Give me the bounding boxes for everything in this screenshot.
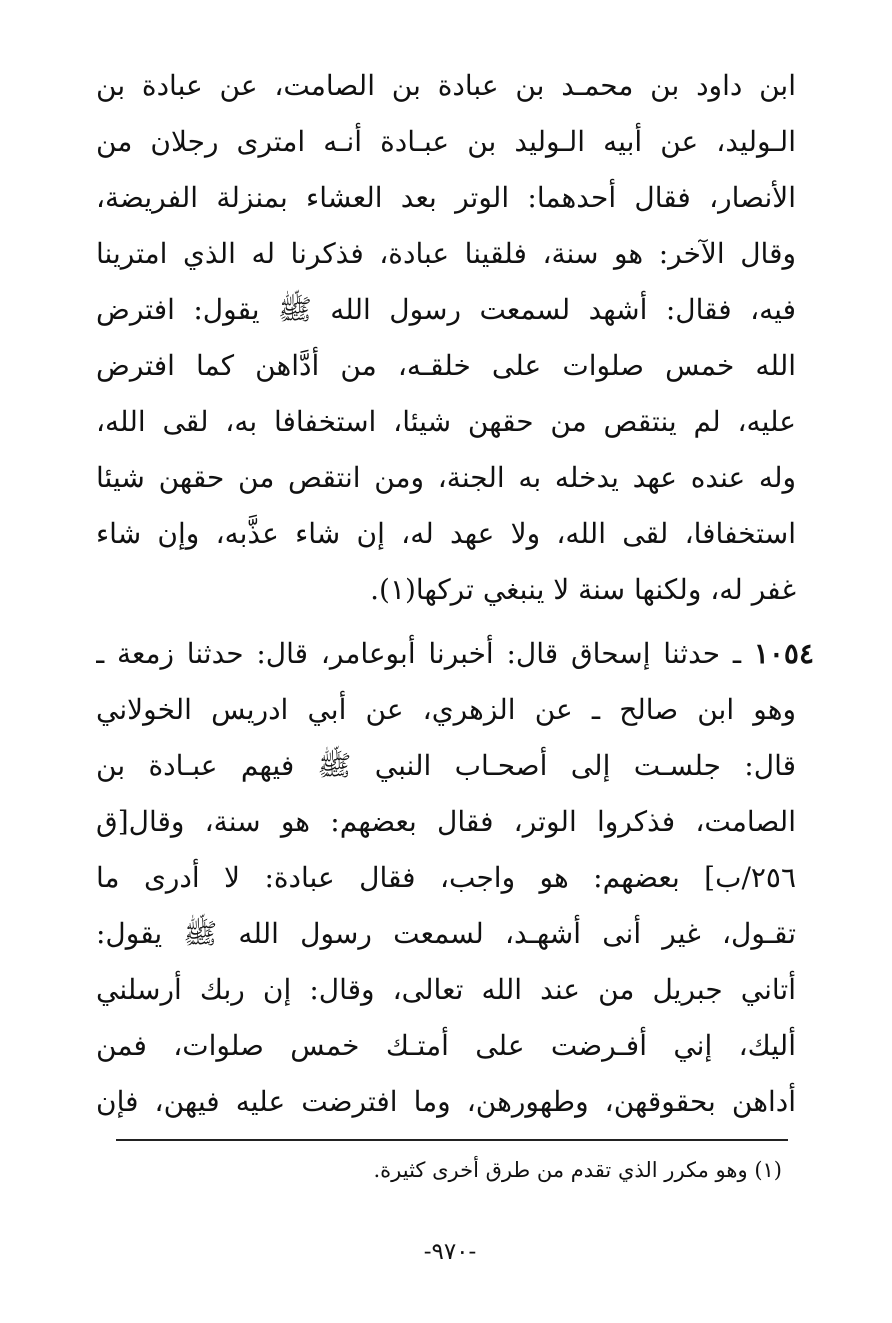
page-number: -٩٧٠- [423,1239,477,1265]
text-line: الأنصار، فقال أحدهما: الوتر بعد العشاء بمنزلة الفريضة، [96,181,796,214]
text-line: الصامت، فذكروا الوتر، فقال بعضهم: هو سنة، وقال[ق [96,805,796,838]
text-line: أتاني جبريل من عند الله تعالى، وقال: إن ربك أرسلني [96,973,796,1006]
text-line: قال: جلسـت إلى أصحـاب النبي ﷺ فيهم عبـادة بن [96,749,796,782]
paragraph-continuation [96,58,796,618]
text-line: تقـول، غير أنى أشهـد، لسمعت رسول الله ﷺ يقول: [96,917,796,950]
footnote [102,1150,782,1190]
text-line: الـوليد، عن أبيه الـوليد بن عبـادة أنـه امترى رجلان من [96,125,796,158]
hadith-number: ١٠٥٤ [753,637,814,670]
hadith-first-line [96,626,814,682]
text-line: فيه، فقال: أشهد لسمعت رسول الله ﷺ يقول: افترض [96,293,796,326]
text-line: وله عنده عهد يدخله به الجنة، ومن انتقص من حقهن شيئا [96,461,796,494]
hadith-opening: ـ حدثنا إسحاق قال: أخبرنا أبوعامر، قال: حدثنا زمعة ـ [96,637,742,670]
text-line: الله خمس صلوات على خلقـه، من أدَّاهن كما افترض [96,349,796,382]
hadith-paragraph [96,626,814,1130]
footnote-text: وهو مكرر الذي تقدم من طرق أخرى كثيرة. [373,1158,748,1182]
text-line: عليه، لم ينتقص من حقهن شيئا، استخفافا به، لقى الله، [96,405,796,438]
text-line: وهو ابن صالح ـ عن الزهري، عن أبي ادريس الخولاني [96,693,796,726]
text-line: أداهن بحقوقهن، وطهورهن، وما افترضت عليه فيهن، فإن [96,1085,796,1118]
text-line: استخفافا، لقى الله، ولا عهد له، إن شاء عذَّبه، وإن شاء [96,517,796,550]
text-line: غفر له، ولكنها سنة لا ينبغي تركها(١). [370,573,796,606]
text-line: أليك، إني أفـرضت على أمتـك خمس صلوات، فمن [96,1029,796,1062]
footnote-marker: (١) [754,1158,782,1182]
text-line: ٢٥٦/ب] بعضهم: هو واجب، فقال عبادة: لا أدرى ما [96,861,796,894]
text-line: وقال الآخر: هو سنة، فلقينا عبادة، فذكرنا له الذي امترينا [96,237,796,270]
text-line: ابن داود بن محمـد بن عبادة بن الصامت، عن عبادة بن [96,69,796,102]
footnote-divider [116,1139,788,1141]
